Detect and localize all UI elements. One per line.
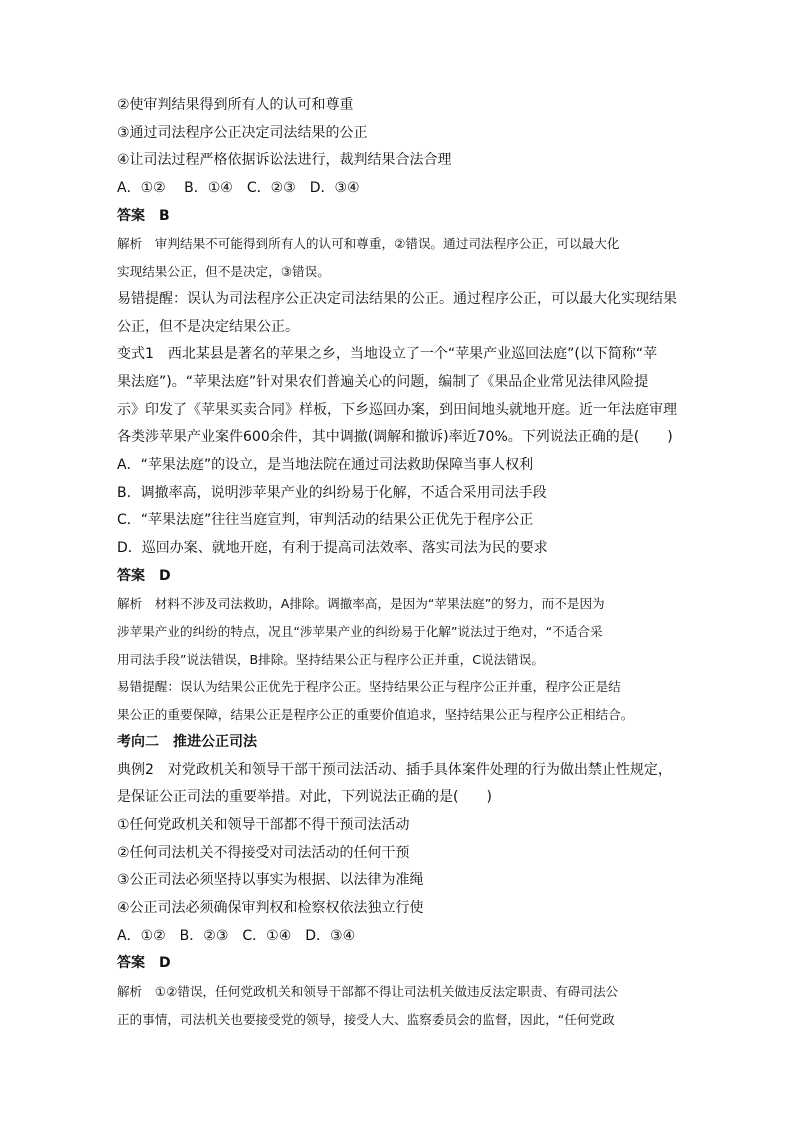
answer-line: 答案 D bbox=[117, 955, 171, 972]
error-tip-line: 易错提醒：误认为结果公正优先于程序公正。坚持结果公正与程序公正并重，程序公正是结 bbox=[117, 679, 621, 695]
example-question-line: 是保证公正司法的重要举措。对此，下列说法正确的是( ) bbox=[117, 789, 492, 806]
error-tip-line: 果公正的重要保障，结果公正是程序公正的重要价值追求，坚持结果公正与程序公正相结合。 bbox=[117, 707, 634, 723]
choice-b: B．调撤率高，说明涉苹果产业的纠纷易于化解，不适合采用司法手段 bbox=[117, 484, 547, 501]
answer-choices: A．①② B．②③ C．①④ D．③④ bbox=[117, 927, 356, 944]
statement-4: ④公正司法必须确保审判权和检察权依法独立行使 bbox=[117, 899, 424, 916]
variant-question-line: 各类涉苹果产业案件600余件，其中调撤(调解和撤诉)率近70%。下列说法正确的是( ) bbox=[117, 429, 673, 446]
analysis-line: 正的事情，司法机关也要接受党的领导，接受人大、监察委员会的监督，因此，“任何党政 bbox=[117, 1011, 615, 1027]
section-heading: 考向二 推进公正司法 bbox=[117, 733, 257, 750]
statement-2: ②任何司法机关不得接受对司法活动的任何干预 bbox=[117, 844, 410, 861]
document-body bbox=[117, 92, 687, 1033]
option-line-4: ④让司法过程严格依据诉讼法进行，裁判结果合法合理 bbox=[117, 152, 452, 169]
answer-choices: A．①② B．①④ C．②③ D．③④ bbox=[117, 180, 360, 197]
statement-3: ③公正司法必须坚持以事实为根据、以法律为准绳 bbox=[117, 872, 424, 889]
analysis-line: 解析 材料不涉及司法救助，A排除。调撤率高，是因为“苹果法庭”的努力，而不是因为 bbox=[117, 596, 605, 612]
example-question-line: 典例2 对党政机关和领导干部干预司法活动、插手具体案件处理的行为做出禁止性规定， bbox=[117, 761, 672, 778]
option-line-2: ②使审判结果得到所有人的认可和尊重 bbox=[117, 97, 354, 113]
error-tip-line: 易错提醒：误认为司法程序公正决定司法结果的公正。通过程序公正，可以最大化实现结果 bbox=[117, 290, 677, 307]
choice-c: C．“苹果法庭”往往当庭宣判，审判活动的结果公正优先于程序公正 bbox=[117, 512, 534, 529]
choice-a: A．“苹果法庭”的设立，是当地法院在通过司法救助保障当事人权利 bbox=[117, 456, 534, 473]
analysis-line: 解析 ①②错误，任何党政机关和领导干部都不得让司法机关做违反法定职责、有碍司法公 bbox=[117, 984, 619, 999]
analysis-line: 解析 审判结果不可能得到所有人的认可和尊重，②错误。通过司法程序公正，可以最大化 bbox=[117, 236, 620, 252]
answer-line: 答案 D bbox=[117, 567, 171, 584]
choice-d: D．巡回办案、就地开庭，有利于提高司法效率、落实司法为民的要求 bbox=[117, 540, 548, 556]
statement-1: ①任何党政机关和领导干部都不得干预司法活动 bbox=[117, 816, 410, 833]
option-line-3: ③通过司法程序公正决定司法结果的公正 bbox=[117, 124, 368, 141]
answer-line: 答案 B bbox=[117, 207, 170, 224]
analysis-line: 涉苹果产业的纠纷的特点，况且“涉苹果产业的纠纷易于化解”说法过于绝对，“不适合采 bbox=[117, 624, 603, 640]
variant-question-line: 变式1 西北某县是著名的苹果之乡，当地设立了一个“苹果产业巡回法庭”(以下简称“苹 bbox=[117, 346, 658, 363]
error-tip-line: 公正，但不是决定结果公正。 bbox=[117, 318, 299, 335]
analysis-line: 实现结果公正，但不是决定，③错误。 bbox=[117, 264, 330, 280]
variant-question-line: 果法庭”)。“苹果法庭”针对果农们普遍关心的问题，编制了《果品企业常见法律风险提 bbox=[117, 373, 649, 390]
analysis-line: 用司法手段”说法错误，B排除。坚持结果公正与程序公正并重，C说法错误。 bbox=[117, 651, 544, 667]
variant-question-line: 示》印发了《苹果买卖合同》样板，下乡巡回办案，到田间地头就地开庭。近一年法庭审理 bbox=[117, 401, 677, 418]
